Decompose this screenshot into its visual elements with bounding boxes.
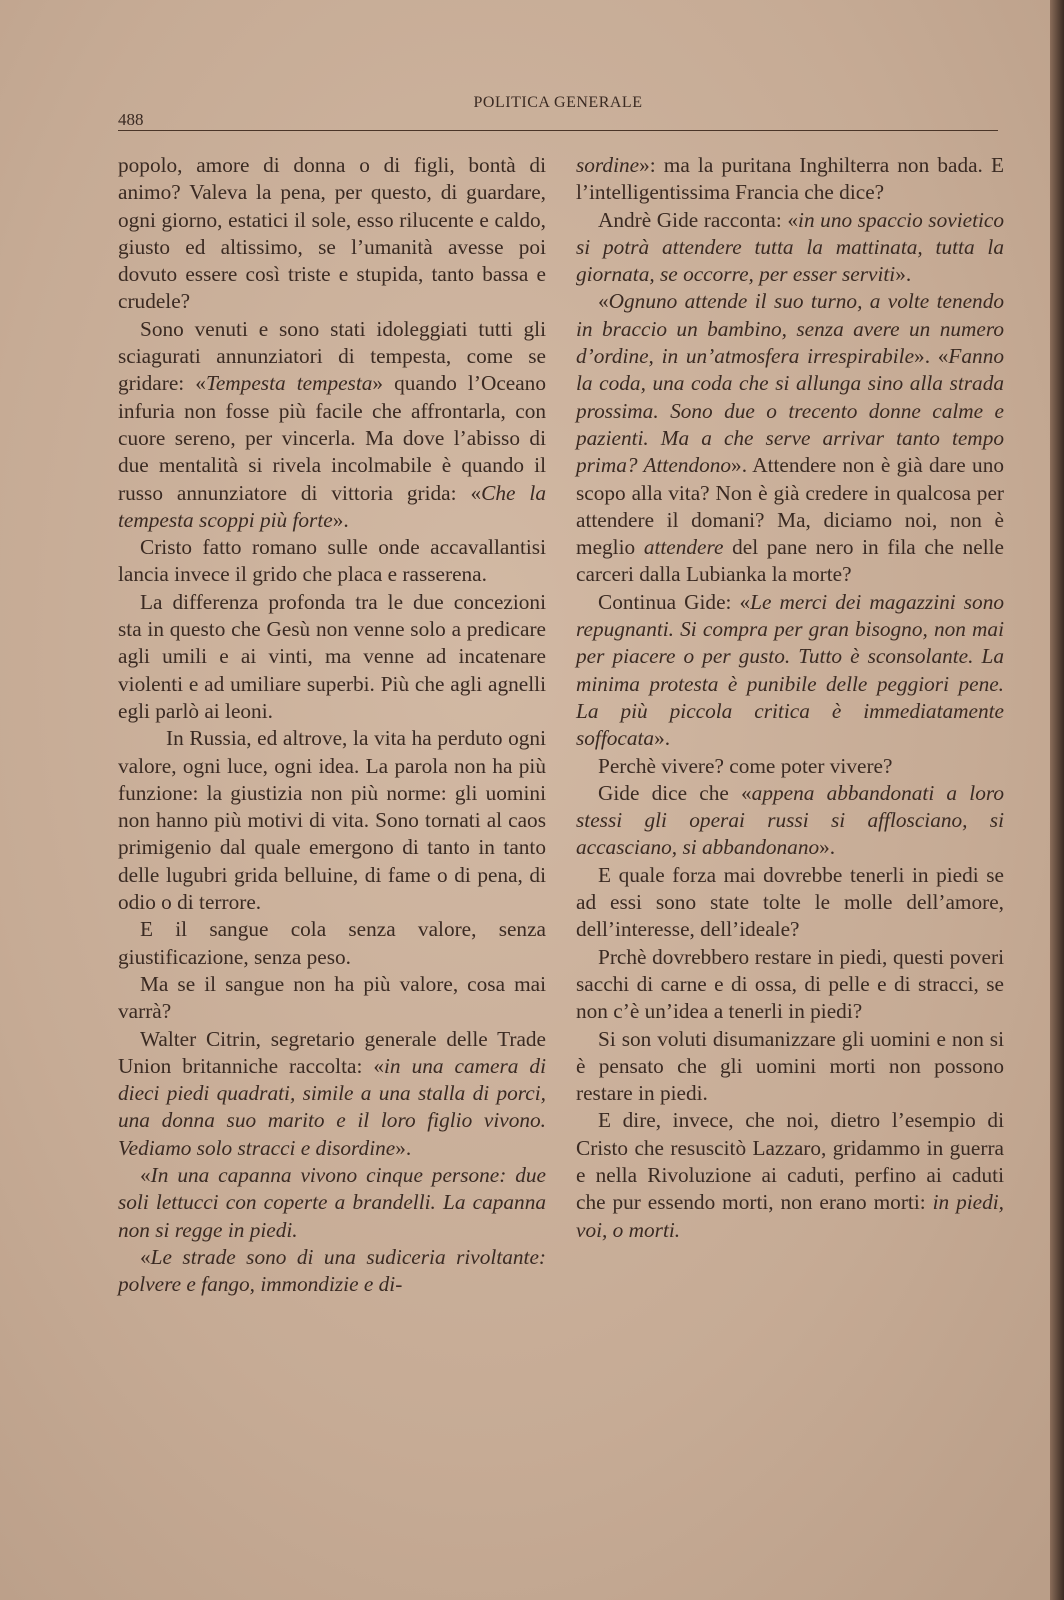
text-run: » quando l’Oceano infuria non fosse più facile che affrontarla, con cuore sereno, per vincerla. Ma dove l’abisso di due mentalità si rivela incolmabile è quando il russo annunziatore di vittoria grida: « — [118, 371, 546, 505]
text-run: Walter Citrin, segretario generale delle Trade Union britanniche raccolta: « — [118, 1026, 546, 1078]
paragraph — [118, 725, 546, 916]
text-run: Si son voluti disumanizzare gli uomini e non si è pensato che gli uomini morti non possono restare in piedi. — [576, 1026, 1004, 1106]
paragraph — [118, 534, 546, 589]
italic-quote: Ognuno attende il suo turno, a volte tenendo in braccio un bambino, senza avere un numero d’ordine, in un’atmosfera irrespirabile — [576, 289, 1004, 369]
text-run: La differenza profonda tra le due concezioni sta in questo che Gesù non venne solo a predicare agli umili e ai vinti, ma venne ad incatenare violenti e ad umiliare superbi. Più che agli agnelli egli parlò ai leoni. — [118, 589, 546, 723]
text-columns — [118, 152, 1004, 1472]
right-column — [576, 152, 1004, 1472]
italic-quote: Le strade sono di una sudiceria rivoltante: polvere e fango, immondizie e di- — [118, 1244, 546, 1297]
italic-quote: Tempesta tempesta — [205, 371, 373, 396]
italic-quote: Che la tempesta scoppi più forte — [118, 480, 546, 532]
italic-quote: attendere — [643, 535, 724, 560]
paragraph — [576, 1107, 1004, 1243]
text-run: del pane nero in fila che nelle carceri dalla Lubianka la morte? — [576, 535, 1004, 587]
italic-quote: in uno spaccio sovietico si potrà attendere tutta la mattinata, tutta la giornata, se occorre, per esser serviti — [576, 207, 1005, 287]
paragraph — [576, 780, 1004, 862]
paragraph — [576, 288, 1004, 588]
text-run: Prchè dovrebbero restare in piedi, questi poveri sacchi di carne e di ossa, di pelle e di stracci, se non c’è un’idea a tenerli in piedi? — [576, 944, 1004, 1024]
paragraph — [118, 152, 546, 316]
italic-quote: Le merci dei magazzini sono repugnanti. Si compra per gran bisogno, non mai per piacere o per gusto. Tutto è sconsolante. La minima protesta è punibile delle peggiori pene. La più piccola critica è immediatamente soffocata — [576, 589, 1004, 751]
paragraph — [118, 916, 546, 971]
paragraph — [576, 207, 1004, 289]
text-run: Cristo fatto romano sulle onde accavallantisi lancia invece il grido che placa e rasserena. — [118, 535, 546, 587]
text-run: Ma se il sangue non ha più valore, cosa mai varrà? — [118, 971, 546, 1024]
paragraph — [118, 1244, 546, 1299]
text-run: ». Attendere non è già dare uno scopo alla vita? Non è già credere in qualcosa per attendere il domani? Ma, diciamo noi, non è meglio — [576, 453, 1004, 560]
paragraph — [576, 944, 1004, 1026]
italic-quote: sordine — [576, 153, 640, 177]
text-run: Sono venuti e sono stati idoleggiati tutti gli sciagurati annunziatori di tempesta, come se gridare: « — [118, 316, 546, 396]
running-title: POLITICA GENERALE — [473, 94, 643, 111]
text-run: ». — [395, 1135, 412, 1160]
text-run: Perchè vivere? come poter vivere? — [598, 753, 893, 778]
italic-quote: appena abbandonati a loro stessi gli operai russi si afflosciano, si accasciano, si abbandonano — [576, 780, 1004, 860]
paragraph — [118, 971, 546, 1026]
text-run: E il sangue cola senza valore, senza giustificazione, senza peso. — [118, 917, 546, 969]
paragraph — [576, 589, 1004, 753]
text-run: popolo, amore di donna o di figli, bontà di animo? Valeva la pena, per questo, di guardare, ogni giorno, estatici il sole, esso rilucente e caldo, giusto ed altissimo, se l’umanità avesse poi dovuto essere così triste e stupida, tanto bassa e crudele? — [118, 153, 546, 314]
italic-quote: in piedi, voi, o morti. — [576, 1190, 1004, 1242]
book-spine-shadow — [1050, 0, 1064, 1600]
paragraph — [576, 152, 1004, 207]
text-run: Andrè Gide racconta: « — [598, 207, 799, 232]
text-run: E dire, invece, che noi, dietro l’esempio di Cristo che resuscitò Lazzaro, gridammo in guerra e nella Rivoluzione ai caduti, perfino ai caduti che pur essendo morti, non erano morti: — [576, 1108, 1004, 1215]
italic-quote: Fanno la coda, una coda che si allunga sino alla strada prossima. Sono due o trecento donne calme e pazienti. Ma a che serve arrivar tanto tempo prima? Attendono — [576, 344, 1004, 478]
text-run: E quale forza mai dovrebbe tenerli in piedi se ad essi sono state tolte le molle dell’amore, dell’interesse, dell’ideale? — [576, 862, 1004, 942]
text-run: ». — [895, 262, 912, 287]
paragraph — [118, 1026, 546, 1162]
text-run: »: ma la puritana Inghilterra non bada. E l’intelligentissima Francia che dice? — [576, 153, 1004, 205]
paragraph — [576, 753, 1004, 780]
text-run: ». — [819, 835, 836, 860]
text-run: « — [140, 1162, 151, 1187]
paragraph — [576, 1026, 1004, 1108]
italic-quote: In una capanna vivono cinque persone: due soli lettucci con coperte a brandelli. La capanna non si regge in piedi. — [118, 1162, 546, 1242]
paragraph — [118, 316, 546, 534]
italic-quote: in una camera di dieci piedi quadrati, simile a una stalla di porci, una donna suo marito e il loro figlio vivono. Vediamo solo stracci e disordine — [118, 1053, 546, 1160]
text-run: Continua Gide: « — [598, 589, 751, 614]
text-run: ». — [332, 507, 349, 532]
header-rule — [118, 130, 998, 131]
paragraph — [118, 1162, 546, 1244]
paragraph — [118, 589, 546, 725]
page-header — [118, 92, 998, 129]
text-run: ». — [654, 726, 671, 751]
text-run: ». « — [914, 344, 949, 369]
text-run: « — [140, 1244, 151, 1269]
text-run: Gide dice che « — [598, 780, 752, 805]
left-column — [118, 152, 546, 1472]
text-run: In Russia, ed altrove, la vita ha perduto ogni valore, ogni luce, ogni idea. La parola non ha più funzione: la giustizia non più norme: gli uomini non hanno più motivi di vita. Sono tornati al caos primigenio dal quale emergono di tanto in tanto delle lugubri grida belluine, di fame o di pena, di odio o di terrore. — [118, 726, 546, 915]
paragraph — [576, 862, 1004, 944]
text-run: « — [598, 289, 609, 314]
page-number: 488 — [118, 110, 144, 129]
